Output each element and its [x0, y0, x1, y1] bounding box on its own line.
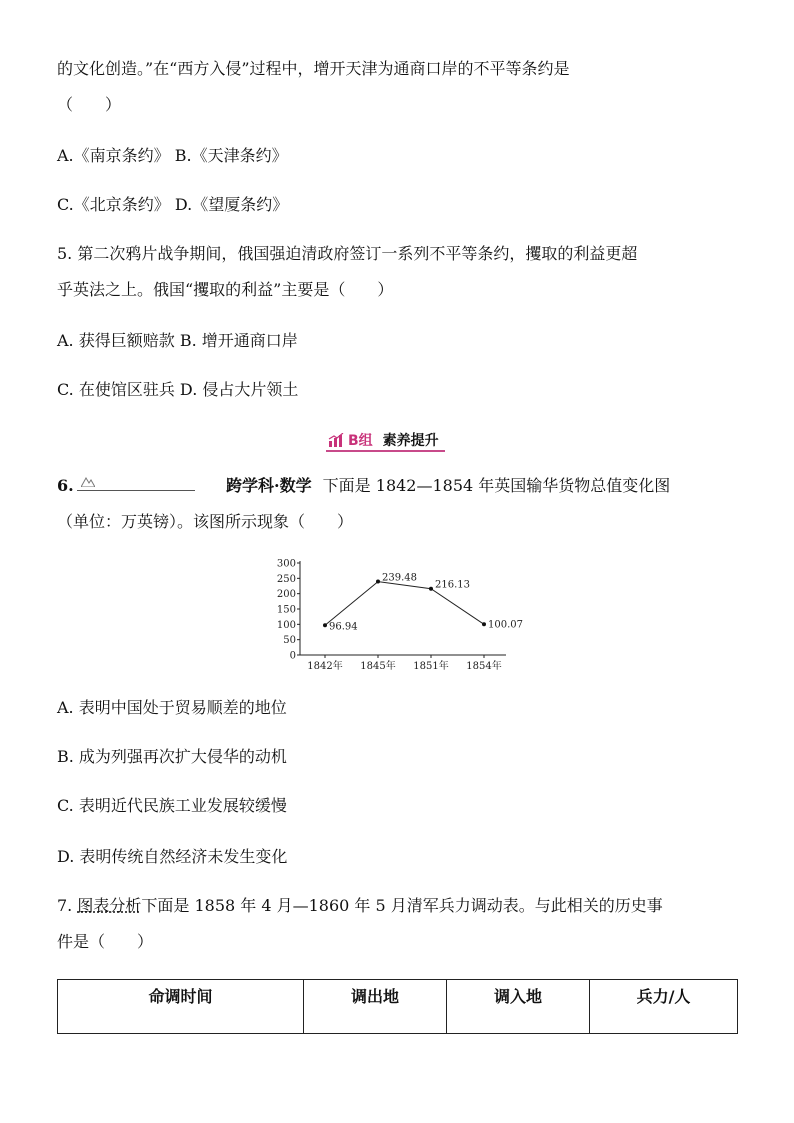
q6-option-a: A. 表明中国处于贸易顺差的地位 [57, 698, 287, 717]
q7-number: 7. [57, 896, 73, 915]
q5-options-ab: A. 获得巨额赔款 B. 增开通商口岸 [57, 331, 298, 350]
y-tick-label: 200 [276, 589, 296, 601]
q7-tag: 图表分析 [77, 896, 142, 915]
q6-option-b: B. 成为列强再次扩大侵华的动机 [57, 747, 287, 766]
x-tick-label: 1854年 [466, 661, 502, 672]
q5-stem-line1: 5. 第二次鸦片战争期间，俄国强迫清政府签订一系列不平等条约，攫取的利益更超 [57, 244, 638, 263]
y-tick-label: 100 [276, 619, 296, 631]
data-point [376, 580, 380, 584]
section-banner [326, 430, 445, 452]
section-group-label: B组 [348, 433, 373, 449]
data-label: 239.48 [382, 572, 417, 584]
y-tick-label: 0 [289, 650, 296, 662]
q4-stem-line: 的文化创造。”在“西方入侵”过程中，增开天津为通商口岸的不平等条约是 [57, 59, 570, 78]
data-label: 100.07 [488, 619, 523, 631]
mountain-icon [81, 475, 95, 487]
data-label: 96.94 [329, 621, 358, 633]
table-header: 调入地 [447, 980, 590, 1034]
q5-options-cd: C. 在使馆区驻兵 D. 侵占大片领土 [57, 380, 299, 399]
table-header-row [58, 980, 738, 1034]
data-point [482, 622, 486, 626]
x-tick-label: 1851年 [413, 661, 449, 672]
q6-option-d: D. 表明传统自然经济未发生变化 [57, 847, 288, 866]
q6-number: 6. [57, 476, 74, 495]
table-header: 命调时间 [58, 980, 304, 1034]
q7-stem-line2: 件是（ ） [57, 932, 154, 951]
table-header: 调出地 [304, 980, 447, 1034]
y-tick-label: 300 [276, 558, 296, 570]
data-label: 216.13 [435, 579, 470, 591]
table-header: 兵力/人 [590, 980, 738, 1034]
q6-answer-box [77, 474, 195, 491]
data-point [429, 587, 433, 591]
y-tick-label: 250 [276, 573, 296, 585]
q4-options-cd: C.《北京条约》 D.《望厦条约》 [57, 195, 289, 214]
q6-stem-line2: （单位：万英镑）。该图所示现象（ ） [57, 512, 354, 531]
q6-option-c: C. 表明近代民族工业发展较缓慢 [57, 796, 287, 815]
q6-tag: 跨学科·数学 [226, 476, 312, 495]
q4-options-ab: A.《南京条约》 B.《天津条约》 [57, 146, 288, 165]
q4-answer-blank: （ ） [57, 95, 122, 114]
q7-stem: 下面是 1858 年 4 月—1860 年 5 月清军兵力调动表。与此相关的历史事 [141, 896, 663, 915]
bar-chart-icon [328, 433, 344, 447]
section-title: 素养提升 [382, 433, 439, 449]
x-tick-label: 1842年 [307, 661, 343, 672]
q5-stem-line2: 乎英法之上。俄国“攫取的利益”主要是（ ） [57, 280, 394, 299]
data-point [323, 623, 327, 627]
y-tick-label: 150 [276, 604, 296, 616]
troop-table [57, 979, 738, 1034]
q6-stem: 下面是 1842—1854 年英国输华货物总值变化图 [322, 476, 671, 495]
trade-value-chart [270, 556, 530, 676]
y-tick-label: 50 [283, 635, 296, 647]
x-tick-label: 1845年 [360, 661, 396, 672]
